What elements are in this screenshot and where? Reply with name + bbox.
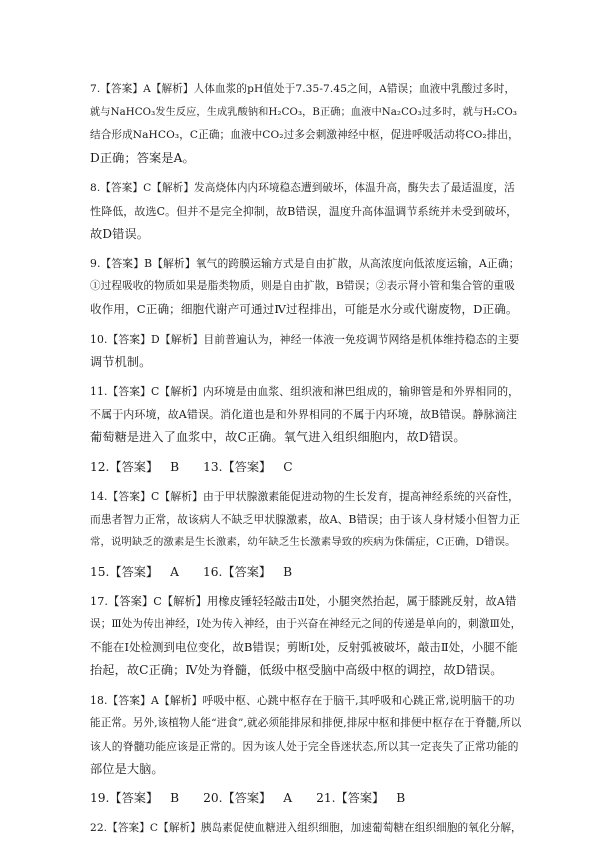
answer-label: 12.【答案】 bbox=[90, 459, 159, 474]
answer-row bbox=[90, 456, 522, 479]
text-line: 葡萄糖是进入了血浆中，故C正确。氧气进入组织细胞内，故D错误。 bbox=[90, 430, 466, 444]
text-line: 22.【答案】C【解析】胰岛素促使血糖进入组织细胞，加速葡萄糖在组织细胞的氧化分解， bbox=[90, 821, 522, 834]
answer-value: B bbox=[396, 791, 406, 805]
answer-label: 13.【答案】 bbox=[203, 459, 272, 474]
answer-explanation bbox=[90, 380, 522, 449]
answer-value: A bbox=[283, 791, 293, 805]
text-line: 收作用，C正确；细胞代谢产可通过Ⅳ过程排出，可能是水分或代谢废物，D正确。 bbox=[90, 302, 518, 316]
answer-explanation bbox=[90, 252, 522, 321]
text-line: 该人的脊髓功能应该是正常的。因为该人处于完全昏迷状态,所以其一定丧失了正常功能的 bbox=[90, 739, 519, 753]
text-line: 结合形成NaHCO₃，C正确；血液中CO₂过多会刺激神经中枢，促进呼吸活动将CO₂排出， bbox=[90, 129, 519, 141]
text-line: 14.【答案】C【解析】由于甲状腺激素能促进动物的生长发育，提高神经系统的兴奋性， bbox=[90, 490, 520, 503]
answer-explanation bbox=[90, 177, 522, 246]
answer-label: 15.【答案】 bbox=[90, 564, 159, 579]
answer-row bbox=[90, 787, 522, 810]
text-line: 18.【答案】A【解析】呼吸中枢、心跳中枢存在于脑干,其呼吸和心跳正常,说明脑干的功 bbox=[90, 693, 515, 707]
answer-explanation bbox=[90, 590, 522, 682]
spacer bbox=[179, 561, 203, 584]
answer-explanation bbox=[90, 485, 522, 554]
text-line: 常，说明缺乏的激素是生长激素，幼年缺乏生长激素导致的疾病为侏儒症，C正确，D错误。 bbox=[90, 536, 516, 548]
text-line: D正确；答案是A。 bbox=[90, 151, 195, 165]
answer-value: A bbox=[170, 564, 179, 579]
text-line: 就与NaHCO₃发生反应，生成乳酸钠和H₂CO₃，B正确；血液中Na₂CO₃过多时，就与H₂CO₃ bbox=[90, 107, 518, 118]
text-line: 故D错误。 bbox=[90, 226, 150, 241]
answer-explanation bbox=[90, 689, 522, 781]
text-line: 抬起，故C正确；Ⅳ处为脊髓，低级中枢受脑中高级中枢的调控，故D错误。 bbox=[90, 663, 503, 677]
answer-explanation bbox=[90, 78, 522, 170]
answer-value: C bbox=[283, 459, 293, 474]
spacer bbox=[292, 787, 316, 810]
text-line: 能正常。另外,该植物人能“进食”,就必须能排尿和排便,排尿中枢和排便中枢存在于脊髓,所以 bbox=[90, 716, 522, 729]
answer-label: 19.【答案】 bbox=[90, 791, 159, 805]
answer-row bbox=[90, 561, 522, 584]
text-line: 8.【答案】C【解析】发高烧体内内环境稳态遭到破坏，体温升高，酶失去了最适温度，活 bbox=[90, 181, 515, 194]
text-line: 调节机制。 bbox=[90, 354, 152, 369]
answer-value: B bbox=[283, 564, 293, 579]
answer-value: B bbox=[170, 459, 180, 474]
text-line: 部位是大脑。 bbox=[90, 761, 164, 776]
text-line: 10.【答案】D【解析】目前普遍认为，神经一体液一免疫调节网络是机体维持稳态的主要 bbox=[90, 332, 520, 346]
text-line: 11.【答案】C【解析】内环境是由血浆、组织液和淋巴组成的，输卵管是和外界相同的， bbox=[90, 385, 520, 398]
answer-value: B bbox=[170, 791, 180, 805]
text-line: ①过程吸收的物质如果是脂类物质，则是自由扩散，B错误；②表示肾小管和集合管的重吸 bbox=[90, 280, 515, 292]
text-line: 而患者智力正常，故该病人不缺乏甲状腺激素，故A、B错误；由于该人身材矮小但智力正 bbox=[90, 513, 521, 526]
text-line: 9.【答案】B【解析】氧气的跨膜运输方式是自由扩散，从高浓度向低浓度运输，A正确； bbox=[90, 257, 520, 270]
answer-label: 16.【答案】 bbox=[202, 564, 272, 579]
spacer bbox=[179, 787, 203, 810]
text-line: 不属于内环境，故A错误。消化道也是和外界相同的不属于内环境，故B错误。静脉滴注 bbox=[90, 408, 517, 421]
answer-label: 20.【答案】 bbox=[203, 791, 272, 805]
text-line: 7.【答案】A【解析】人体血浆的pH值处于7.35-7.45之间，A错误；血液中乳酸过多时， bbox=[90, 83, 516, 95]
text-line: 误；Ⅲ处为传出神经，Ⅰ处为传入神经，由于兴奋在神经元之间的传递是单向的，刺激Ⅲ处， bbox=[90, 618, 522, 630]
answer-label: 21.【答案】 bbox=[316, 791, 385, 805]
answer-explanation bbox=[90, 817, 522, 840]
answer-explanation bbox=[90, 328, 522, 374]
text-line: 性降低，故选C。但并不是完全抑制，故B错误，温度升高体温调节系统并未受到破坏， bbox=[90, 204, 518, 218]
text-line: 不能在Ⅰ处检测到电位变化，故B错误；剪断Ⅰ处，反射弧被破坏，敲击Ⅱ处，小腿不能 bbox=[90, 640, 518, 654]
spacer bbox=[179, 456, 203, 479]
text-line: 17.【答案】C【解析】用橡皮锤轻轻敲击Ⅱ处，小腿突然抬起，属于膝跳反射，故A错 bbox=[90, 595, 517, 608]
